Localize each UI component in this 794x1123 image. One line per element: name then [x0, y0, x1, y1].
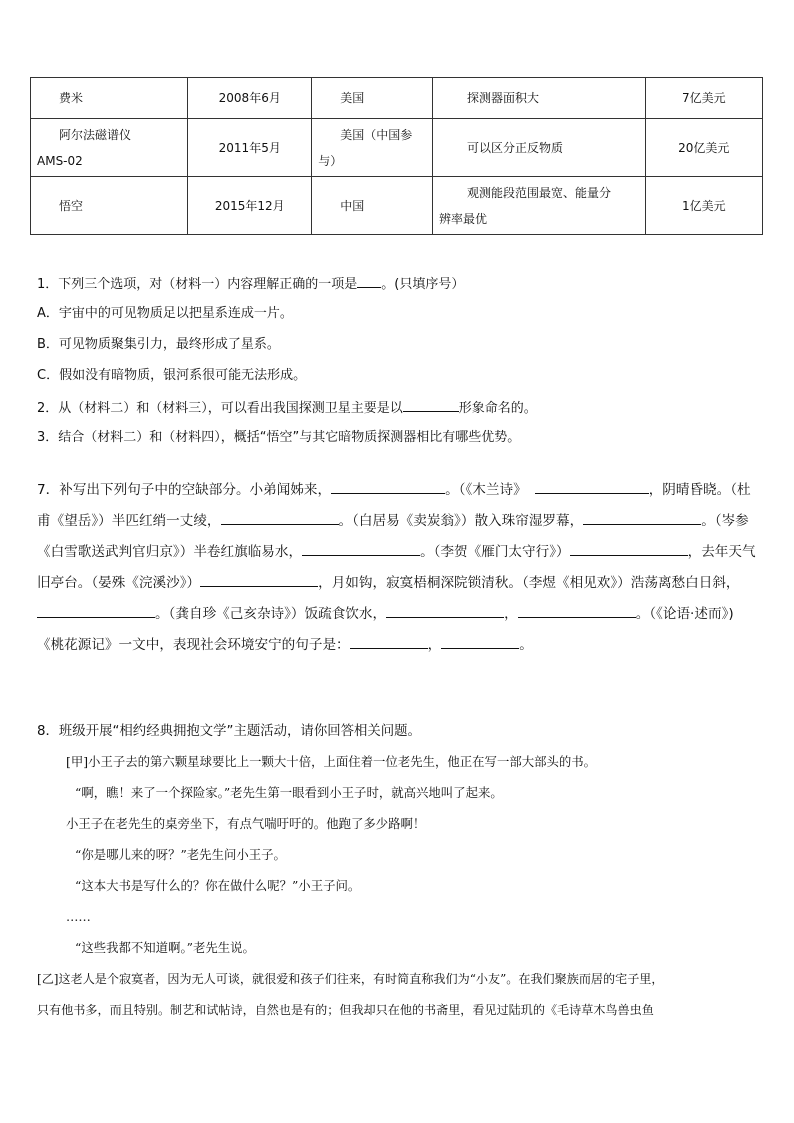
- q2-text: 2．从（材料二）和（材料三），可以看出我国探测卫星主要是以: [37, 401, 403, 416]
- q7-text: 。（白居易《卖炭翁》）散入珠帘湿罗幕，: [338, 513, 584, 529]
- cell-name: 费米: [31, 78, 188, 119]
- passage-jia-line: [甲]小王子去的第六颗星球要比上一颗大十倍，上面住着一位老先生，他正在写一部大部头的书。: [66, 754, 597, 769]
- answer-blank: [302, 541, 420, 556]
- passage-jia-line: 小王子在老先生的桌旁坐下，有点气喘吁吁的。他跑了多少路啊！: [66, 816, 426, 831]
- cell-cost: 7亿美元: [645, 78, 762, 119]
- question-2: [37, 397, 537, 419]
- q1-text-end: 。(只填序号）: [381, 277, 465, 292]
- cell-country: 美国: [312, 78, 433, 119]
- question-7: [37, 475, 757, 661]
- passage-jia-line: ……: [66, 909, 91, 924]
- q7-text: 7．补写出下列句子中的空缺部分。小弟闻姊来，: [37, 482, 332, 498]
- cell-feature: 探测器面积大: [432, 78, 645, 119]
- cell-name: [31, 119, 188, 177]
- question-8-title: 8．班级开展“相约经典拥抱文学”主题活动，请你回答相关问题。: [37, 724, 421, 739]
- cell-feature-line2: 辨率最优: [438, 211, 487, 226]
- answer-blank: [200, 572, 318, 587]
- cell-feature-line1: 观测能段范围最宽、能量分: [466, 185, 611, 200]
- answer-blank: [350, 634, 428, 649]
- cell-country: 中国: [312, 177, 433, 235]
- q7-text: 。（龚自珍《己亥杂诗》）饭疏食饮水，: [155, 606, 387, 622]
- q1-text: 1．下列三个选项，对（材料一）内容理解正确的一项是: [37, 277, 358, 292]
- table-row: [31, 119, 763, 177]
- cell-country: [312, 119, 433, 177]
- answer-blank: [331, 479, 445, 494]
- question-1: [37, 273, 464, 295]
- q7-text: ，: [427, 637, 442, 653]
- answer-blank: [518, 603, 636, 618]
- table-row: [31, 78, 763, 119]
- cell-cost: 1亿美元: [645, 177, 762, 235]
- passage-yi-line: [乙]这老人是个寂寞者，因为无人可谈，就很爱和孩子们往来，有时简直称我们为“小友”。在我们聚族而居的宅子里，: [37, 972, 664, 986]
- passage-jia-line: “这些我都不知道啊。”老先生说。: [75, 940, 255, 955]
- q7-text: 。: [519, 637, 533, 653]
- cell-feature: 可以区分正反物质: [432, 119, 645, 177]
- answer-blank: [570, 541, 688, 556]
- answer-blank: [403, 397, 459, 412]
- passage-yi-line: 只有他书多，而且特别。制艺和试帖诗，自然也是有的；但我却只在他的书斋里，看见过陆玑的《毛诗草木鸟兽虫鱼: [37, 1003, 654, 1017]
- answer-blank: [441, 634, 519, 649]
- question-3: 3．结合（材料二）和（材料四），概括“悟空”与其它暗物质探测器相比有哪些优势。: [37, 430, 521, 445]
- q7-text: ，: [504, 606, 518, 622]
- q2-text-end: 形象命名的。: [458, 401, 537, 416]
- passage-jia-line: “这本大书是写什么的？你在做什么呢？”小王子问。: [75, 878, 361, 893]
- cell-country-line1: 美国（中国参: [340, 127, 413, 142]
- option-b: B．可见物质聚集引力，最终形成了星系。: [37, 337, 280, 352]
- q7-text: ，月如钩，寂寞梧桐深院锁清秋。（李煜《相见欢》）浩荡离愁白日斜，: [318, 575, 740, 591]
- answer-blank: [386, 603, 504, 618]
- cell-cost: 20亿美元: [645, 119, 762, 177]
- cell-name-line1: 阿尔法磁谱仪: [59, 127, 132, 142]
- option-c: C．假如没有暗物质，银河系很可能无法形成。: [37, 368, 307, 383]
- answer-blank: [583, 510, 701, 525]
- passage-jia-line: “你是哪儿来的呀？”老先生问小王子。: [75, 847, 286, 862]
- q7-text: 。（《木兰诗》: [445, 482, 527, 498]
- q7-text: ，去年天气旧亭台。（晏殊《浣溪沙》）: [37, 544, 756, 591]
- q7-text: 。（《论语·述而》)《桃花源记》一文中，表现社会环境安宁的句子是：: [37, 606, 734, 653]
- cell-country-line2: 与）: [318, 153, 343, 168]
- q7-text: ，阴晴昏晓。（杜甫《望岳》）半匹红绡一丈绫，: [37, 482, 751, 529]
- answer-blank: [535, 479, 649, 494]
- cell-feature: [432, 177, 645, 235]
- table-row: [31, 177, 763, 235]
- cell-date: 2015年12月: [188, 177, 312, 235]
- answer-blank: [221, 510, 339, 525]
- cell-name-line2: AMS-02: [37, 153, 83, 168]
- cell-name: 悟空: [31, 177, 188, 235]
- cell-date: 2011年5月: [188, 119, 312, 177]
- detector-table: [30, 77, 763, 235]
- answer-blank: [37, 603, 155, 618]
- answer-blank: [357, 273, 381, 288]
- option-a: A．宇宙中的可见物质足以把星系连成一片。: [37, 306, 293, 321]
- cell-date: 2008年6月: [188, 78, 312, 119]
- q7-text: 。（岑参《白雪歌送武判官归京》）半卷红旗临易水，: [37, 513, 749, 560]
- passage-jia-line: “啊，瞧！来了一个探险家。”老先生第一眼看到小王子时，就高兴地叫了起来。: [75, 785, 503, 800]
- q7-text: 。（李贺《雁门太守行》）: [420, 544, 570, 560]
